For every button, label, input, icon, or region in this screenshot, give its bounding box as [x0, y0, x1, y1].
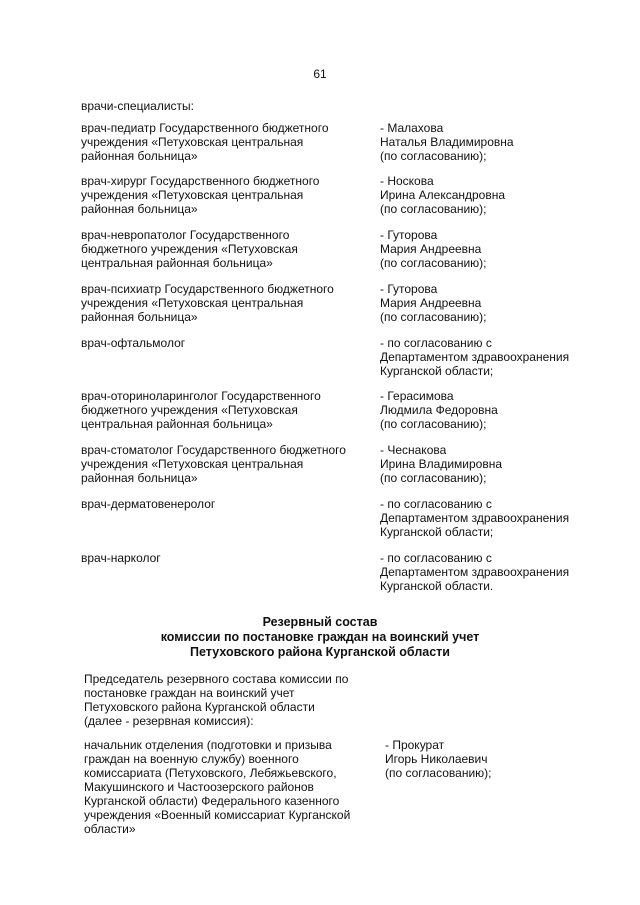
- position-text: врач-психиатр Государственного бюджетного учреждения «Петуховская центральная районная больница»: [81, 282, 334, 324]
- assignee-text: - Прокурат Игорь Николаевич (по согласованию);: [385, 738, 492, 780]
- assignee-text: - Гуторова Мария Андреевна (по согласованию);: [380, 282, 487, 324]
- reserve-title: Резервный состав комиссии по постановке граждан на воинский учет Петуховского района Курганской области: [160, 615, 480, 659]
- assignee-text: - Чеснакова Ирина Владимировна (по согласованию);: [380, 443, 502, 485]
- position-text: начальник отделения (подготовки и призыва граждан на военную службу) военного комиссариата (Петуховского, Лебяжьевского, Макушинского и Частоозерского районов Курганской области) Федерального казенного учреждения «Военный комиссариат Курганской области»: [84, 738, 351, 836]
- position-text: врач-нарколог: [81, 551, 161, 565]
- assignee-text: - Гуторова Мария Андреевна (по согласованию);: [380, 228, 487, 270]
- assignee-text: - по согласованию с Департаментом здравоохранения Курганской области.: [380, 551, 570, 593]
- assignee-text: - Герасимова Людмила Федоровна (по согласованию);: [380, 389, 498, 431]
- position-text: врач-дерматовенеролог: [81, 497, 216, 511]
- page-number: 61: [313, 67, 327, 81]
- assignee-text: - по согласованию с Департаментом здравоохранения Курганской области;: [380, 497, 570, 539]
- reserve-chair-text: Председатель резервного состава комиссии по постановке граждан на воинский учет Петуховского района Курганской области (далее - резервная комиссия):: [84, 672, 349, 728]
- assignee-text: - по согласованию с Департаментом здравоохранения Курганской области;: [380, 336, 570, 378]
- position-text: врач-стоматолог Государственного бюджетного учреждения «Петуховская центральная районная больница»: [81, 443, 346, 485]
- assignee-text: - Носкова Ирина Александровна (по согласованию);: [380, 174, 506, 216]
- position-text: врач-хирург Государственного бюджетного учреждения «Петуховская центральная районная больница»: [81, 174, 320, 216]
- section-label: врачи-специалисты:: [81, 99, 194, 113]
- position-text: врач-офтальмолог: [81, 336, 186, 350]
- position-text: врач-педиатр Государственного бюджетного учреждения «Петуховская центральная районная больница»: [81, 121, 329, 163]
- position-text: врач-оториноларинголог Государственного бюджетного учреждения «Петуховская центральная районная больница»: [81, 389, 321, 431]
- position-text: врач-невропатолог Государственного бюджетного учреждения «Петуховская центральная районная больница»: [81, 228, 298, 270]
- assignee-text: - Малахова Наталья Владимировна (по согласованию);: [380, 121, 514, 163]
